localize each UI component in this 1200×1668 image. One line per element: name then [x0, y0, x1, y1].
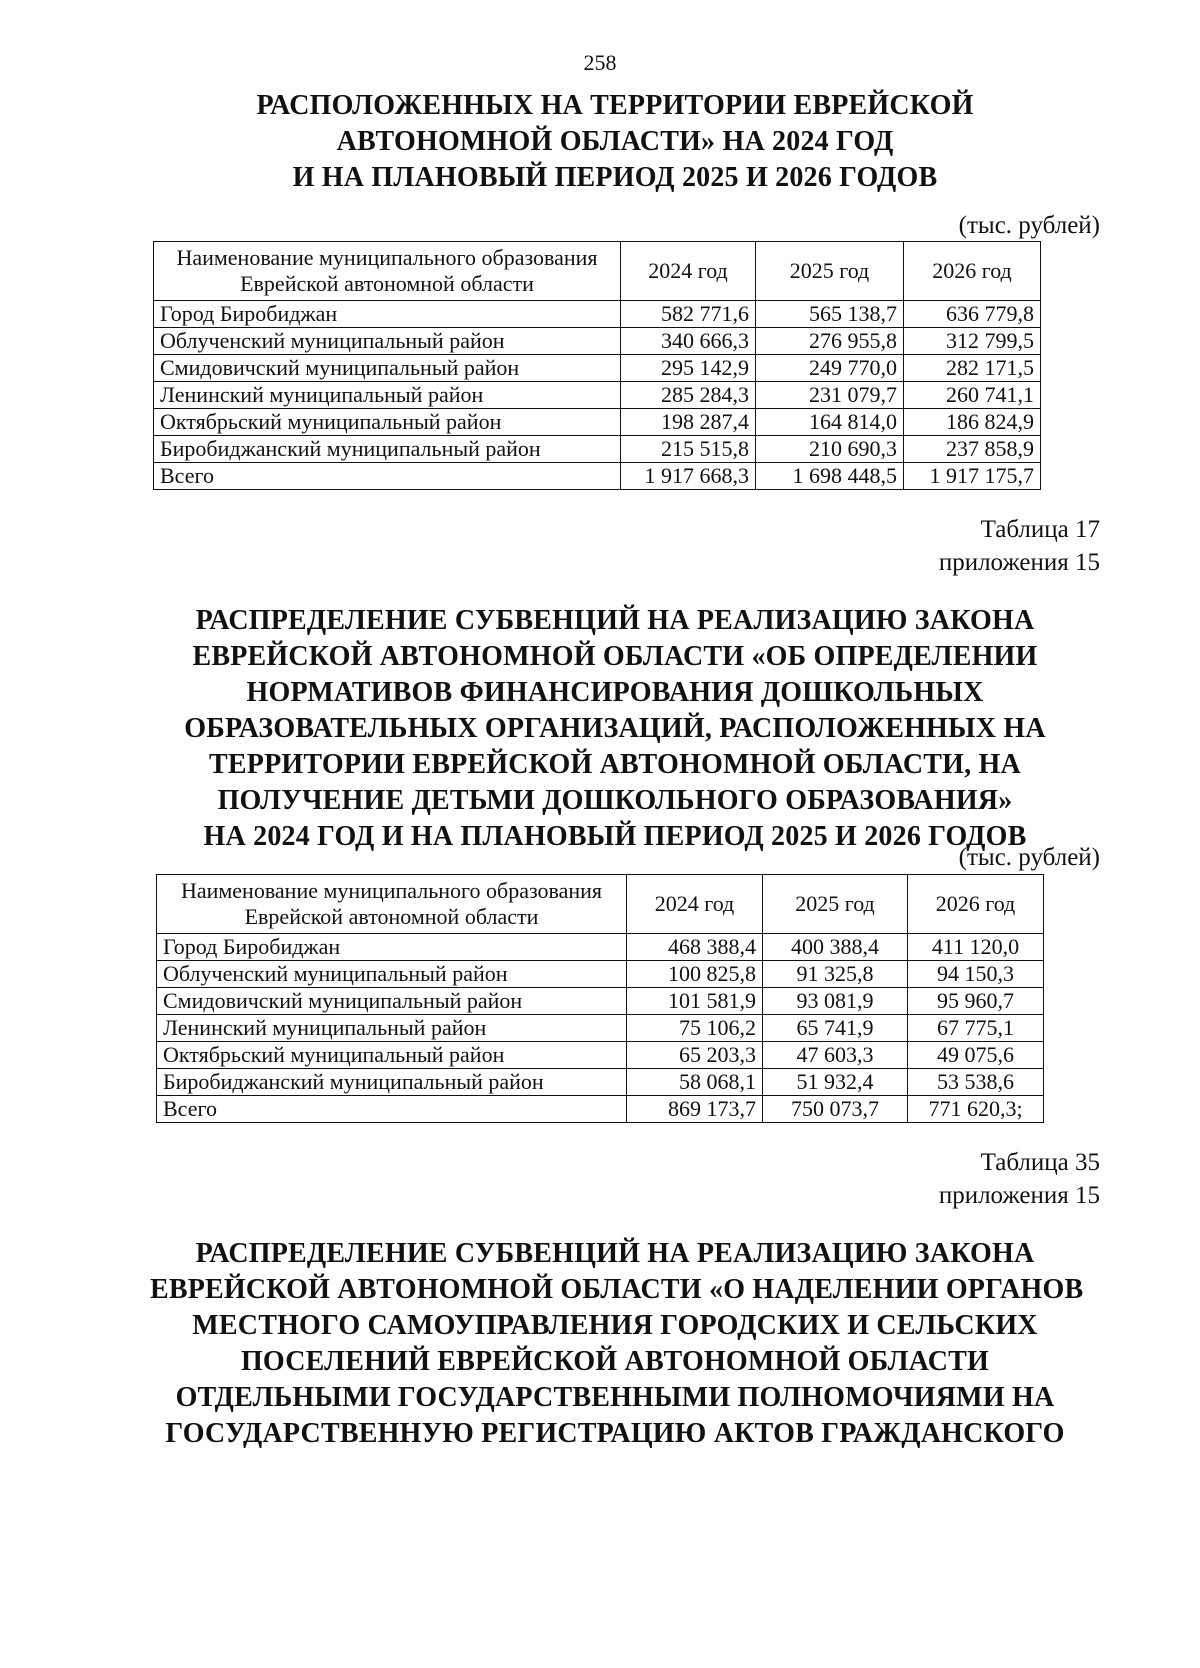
table-row	[154, 382, 1041, 409]
heading-line: ПОСЕЛЕНИЙ ЕВРЕЙСКОЙ АВТОНОМНОЙ ОБЛАСТИ	[240, 1346, 990, 1377]
cell-total-value: 771 620,3;	[908, 1096, 1044, 1123]
cell-municipality: Город Биробиджан	[154, 301, 621, 328]
cell-value: 65 203,3	[627, 1042, 763, 1069]
column-header-2024: 2024 год	[621, 242, 756, 301]
section1-table	[153, 241, 1041, 490]
cell-value: 400 388,4	[763, 934, 908, 961]
section2-units: (тыс. рублей)	[958, 844, 1100, 871]
table-row	[154, 328, 1041, 355]
cell-municipality: Октябрьский муниципальный район	[154, 409, 621, 436]
table-header-row	[154, 242, 1041, 301]
cell-municipality: Ленинский муниципальный район	[157, 1015, 627, 1042]
heading-line: ТЕРРИТОРИИ ЕВРЕЙСКОЙ АВТОНОМНОЙ ОБЛАСТИ, НА	[209, 749, 1021, 780]
cell-total-label: Всего	[157, 1096, 627, 1123]
table-row	[154, 409, 1041, 436]
cell-value: 260 741,1	[904, 382, 1041, 409]
cell-value: 582 771,6	[621, 301, 756, 328]
cell-value: 100 825,8	[627, 961, 763, 988]
cell-value: 49 075,6	[908, 1042, 1044, 1069]
heading-line: РАСПРЕДЕЛЕНИЕ СУБВЕНЦИЙ НА РЕАЛИЗАЦИЮ ЗАКОНА	[195, 605, 1035, 636]
cell-municipality: Смидовичский муниципальный район	[157, 988, 627, 1015]
cell-value: 53 538,6	[908, 1069, 1044, 1096]
cell-value: 340 666,3	[621, 328, 756, 355]
cell-value: 58 068,1	[627, 1069, 763, 1096]
cell-total-value: 869 173,7	[627, 1096, 763, 1123]
cell-value: 295 142,9	[621, 355, 756, 382]
section2-heading	[150, 603, 1080, 855]
table-number: Таблица 35	[980, 1149, 1100, 1176]
table-row	[154, 301, 1041, 328]
cell-value: 75 106,2	[627, 1015, 763, 1042]
cell-value: 215 515,8	[621, 436, 756, 463]
cell-municipality: Смидовичский муниципальный район	[154, 355, 621, 382]
table-row	[157, 1042, 1044, 1069]
heading-line: ЕВРЕЙСКОЙ АВТОНОМНОЙ ОБЛАСТИ «ОБ ОПРЕДЕЛЕНИИ	[192, 641, 1038, 672]
cell-value: 101 581,9	[627, 988, 763, 1015]
section1-heading	[150, 88, 1080, 196]
heading-line: ГОСУДАРСТВЕННУЮ РЕГИСТРАЦИЮ АКТОВ ГРАЖДАНСКОГО	[165, 1418, 1065, 1449]
table-row	[157, 1069, 1044, 1096]
heading-line: АВТОНОМНОЙ ОБЛАСТИ» НА 2024 ГОД	[336, 126, 894, 157]
cell-value: 210 690,3	[756, 436, 904, 463]
table-number: Таблица 17	[980, 516, 1100, 543]
cell-value: 312 799,5	[904, 328, 1041, 355]
cell-municipality: Биробиджанский муниципальный район	[157, 1069, 627, 1096]
cell-municipality: Город Биробиджан	[157, 934, 627, 961]
cell-total-label: Всего	[154, 463, 621, 490]
cell-value: 636 779,8	[904, 301, 1041, 328]
heading-line: РАСПРЕДЕЛЕНИЕ СУБВЕНЦИЙ НА РЕАЛИЗАЦИЮ ЗАКОНА	[195, 1238, 1035, 1269]
section2-table	[156, 874, 1044, 1123]
cell-total-value: 1 698 448,5	[756, 463, 904, 490]
cell-municipality: Облученский муниципальный район	[154, 328, 621, 355]
cell-total-value: 1 917 175,7	[904, 463, 1041, 490]
heading-line: ОТДЕЛЬНЫМИ ГОСУДАРСТВЕННЫМИ ПОЛНОМОЧИЯМИ НА	[175, 1382, 1055, 1413]
cell-value: 93 081,9	[763, 988, 908, 1015]
column-header-2026: 2026 год	[908, 875, 1044, 934]
cell-value: 249 770,0	[756, 355, 904, 382]
table-row	[157, 1015, 1044, 1042]
cell-value: 198 287,4	[621, 409, 756, 436]
section1-units: (тыс. рублей)	[958, 212, 1100, 239]
cell-value: 565 138,7	[756, 301, 904, 328]
table-total-row	[157, 1096, 1044, 1123]
heading-line: НА 2024 ГОД И НА ПЛАНОВЫЙ ПЕРИОД 2025 И 2026 ГОДОВ	[203, 821, 1027, 852]
section3-heading	[150, 1236, 1084, 1452]
cell-value: 468 388,4	[627, 934, 763, 961]
column-header-name: Наименование муниципального образования Еврейской автономной области	[154, 242, 621, 301]
cell-municipality: Облученский муниципальный район	[157, 961, 627, 988]
column-header-2025: 2025 год	[756, 242, 904, 301]
cell-municipality: Биробиджанский муниципальный район	[154, 436, 621, 463]
column-header-2026: 2026 год	[904, 242, 1041, 301]
cell-value: 231 079,7	[756, 382, 904, 409]
cell-value: 95 960,7	[908, 988, 1044, 1015]
cell-value: 282 171,5	[904, 355, 1041, 382]
cell-municipality: Ленинский муниципальный район	[154, 382, 621, 409]
table-row	[157, 961, 1044, 988]
heading-line: РАСПОЛОЖЕННЫХ НА ТЕРРИТОРИИ ЕВРЕЙСКОЙ	[256, 90, 974, 121]
table-row	[154, 355, 1041, 382]
cell-value: 164 814,0	[756, 409, 904, 436]
cell-value: 237 858,9	[904, 436, 1041, 463]
table-row	[154, 436, 1041, 463]
cell-total-value: 1 917 668,3	[621, 463, 756, 490]
appendix-reference: приложения 15	[938, 1182, 1100, 1209]
cell-municipality: Октябрьский муниципальный район	[157, 1042, 627, 1069]
cell-value: 285 284,3	[621, 382, 756, 409]
cell-value: 91 325,8	[763, 961, 908, 988]
heading-line: ПОЛУЧЕНИЕ ДЕТЬМИ ДОШКОЛЬНОГО ОБРАЗОВАНИЯ»	[217, 785, 1013, 816]
column-header-2024: 2024 год	[627, 875, 763, 934]
cell-value: 186 824,9	[904, 409, 1041, 436]
heading-line: ОБРАЗОВАТЕЛЬНЫХ ОРГАНИЗАЦИЙ, РАСПОЛОЖЕННЫХ НА	[184, 713, 1046, 744]
table-total-row	[154, 463, 1041, 490]
cell-value: 65 741,9	[763, 1015, 908, 1042]
cell-value: 276 955,8	[756, 328, 904, 355]
column-header-2025: 2025 год	[763, 875, 908, 934]
section2-caption	[939, 513, 1100, 579]
cell-value: 47 603,3	[763, 1042, 908, 1069]
cell-value: 51 932,4	[763, 1069, 908, 1096]
appendix-reference: приложения 15	[938, 549, 1100, 576]
page-number: 258	[583, 50, 617, 75]
heading-line: МЕСТНОГО САМОУПРАВЛЕНИЯ ГОРОДСКИХ И СЕЛЬСКИХ	[192, 1310, 1038, 1341]
cell-value: 94 150,3	[908, 961, 1044, 988]
table-row	[157, 934, 1044, 961]
table-header-row	[157, 875, 1044, 934]
heading-line: И НА ПЛАНОВЫЙ ПЕРИОД 2025 И 2026 ГОДОВ	[292, 162, 938, 193]
heading-line: ЕВРЕЙСКОЙ АВТОНОМНОЙ ОБЛАСТИ «О НАДЕЛЕНИИ ОРГАНОВ	[150, 1274, 1084, 1305]
column-header-name: Наименование муниципального образования Еврейской автономной области	[157, 875, 627, 934]
cell-value: 67 775,1	[908, 1015, 1044, 1042]
heading-line: НОРМАТИВОВ ФИНАНСИРОВАНИЯ ДОШКОЛЬНЫХ	[246, 677, 984, 708]
table-row	[157, 988, 1044, 1015]
cell-total-value: 750 073,7	[763, 1096, 908, 1123]
cell-value: 411 120,0	[908, 934, 1044, 961]
section3-caption	[939, 1146, 1100, 1212]
